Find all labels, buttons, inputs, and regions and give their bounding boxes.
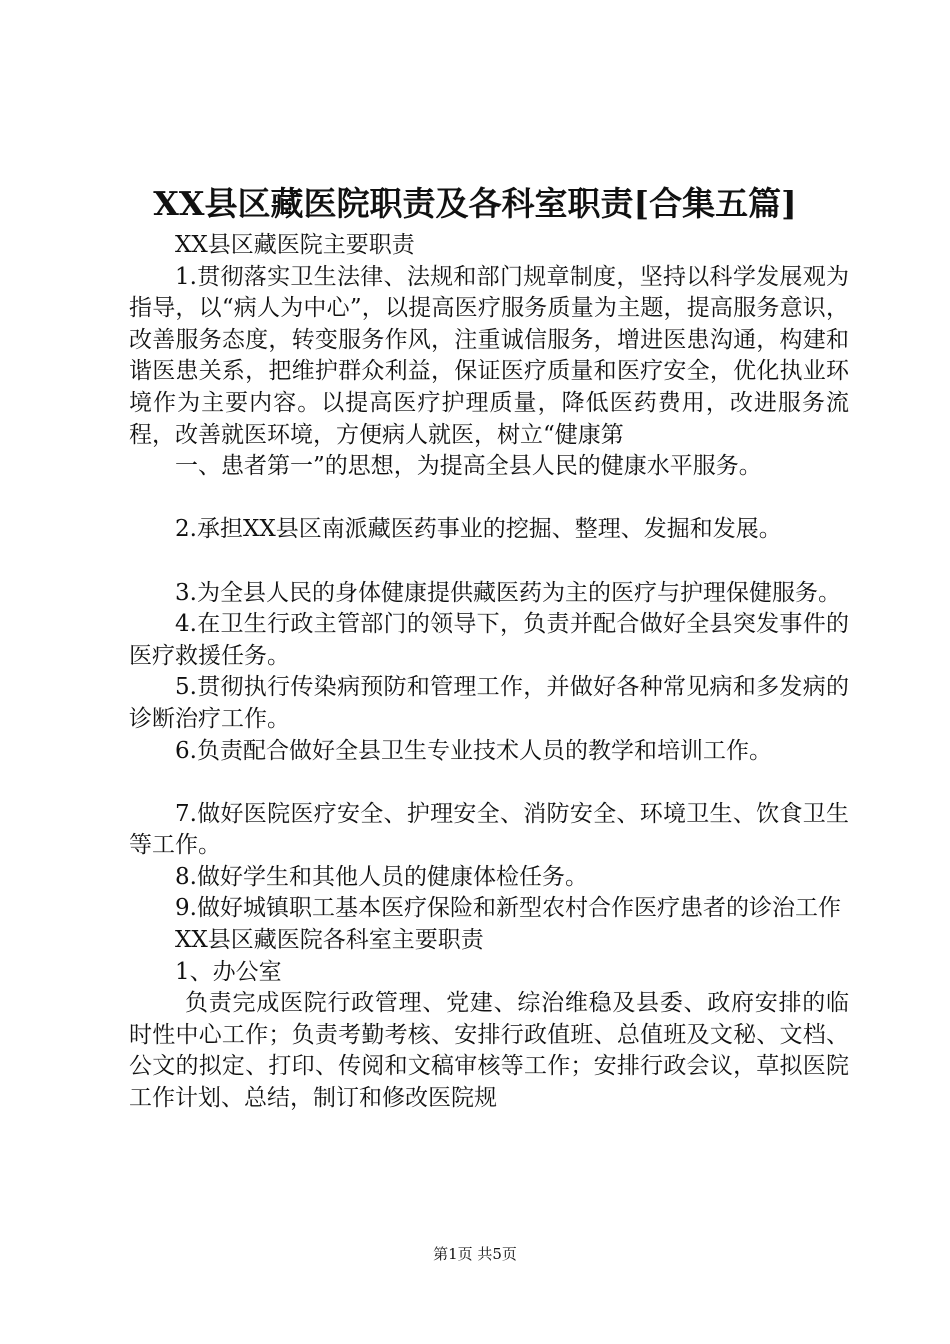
paragraph: 9.做好城镇职工基本医疗保险和新型农村合作医疗患者的诊治工作 [175,895,841,922]
paragraph: 一、患者第一”的思想，为提高全县人民的健康水平服务。 [175,453,762,480]
section-heading: XX县区藏医院各科室主要职责 [175,927,484,954]
paragraph: 负责完成医院行政管理、党建、综治维稳及县委、政府安排的临时性中心工作；负责考勤考核、安排行政值班、总值班及文秘、文档、公文的拟定、打印、传阅和文稿审核等工作；安排行政会议，草拟医院工作计划、总结，制订和修改医院规 [129,990,849,1112]
paragraph: 8.做好学生和其他人员的健康体检任务。 [175,863,588,890]
subsection-heading: 1、办公室 [175,958,282,985]
paragraph: 3.为全县人民的身体健康提供藏医药为主的医疗与护理保健服务。 [175,579,841,606]
paragraph: 6.负责配合做好全县卫生专业技术人员的教学和培训工作。 [175,737,772,764]
paragraph: 1.贯彻落实卫生法律、法规和部门规章制度，坚持以科学发展观为指导，以“病人为中心”，以提高医疗服务质量为主题，提高服务意识，改善服务态度，转变服务作风，注重诚信服务，增进医患沟通，构建和谐医患关系，把维护群众利益，保证医疗质量和医疗安全，优化执业环境作为主要内容。以提高医疗护理质量，降低医药费用，改进服务流程，改善就医环境，方便病人就医，树立“健康第 [129,263,849,448]
document-body [129,230,849,1115]
document-title: XX县区藏医院职责及各科室职责[合集五篇] [153,184,797,223]
section-heading: XX县区藏医院主要职责 [175,232,415,258]
paragraph: 2.承担XX县区南派藏医药事业的挖掘、整理、发掘和发展。 [175,516,782,543]
paragraph: 7.做好医院医疗安全、护理安全、消防安全、环境卫生、饮食卫生等工作。 [129,800,849,859]
paragraph: 4.在卫生行政主管部门的领导下，负责并配合做好全县突发事件的医疗救援任务。 [129,611,849,669]
page-footer: 第1页 共5页 [433,1245,517,1263]
paragraph: 5.贯彻执行传染病预防和管理工作，并做好各种常见病和多发病的诊断治疗工作。 [129,674,849,732]
